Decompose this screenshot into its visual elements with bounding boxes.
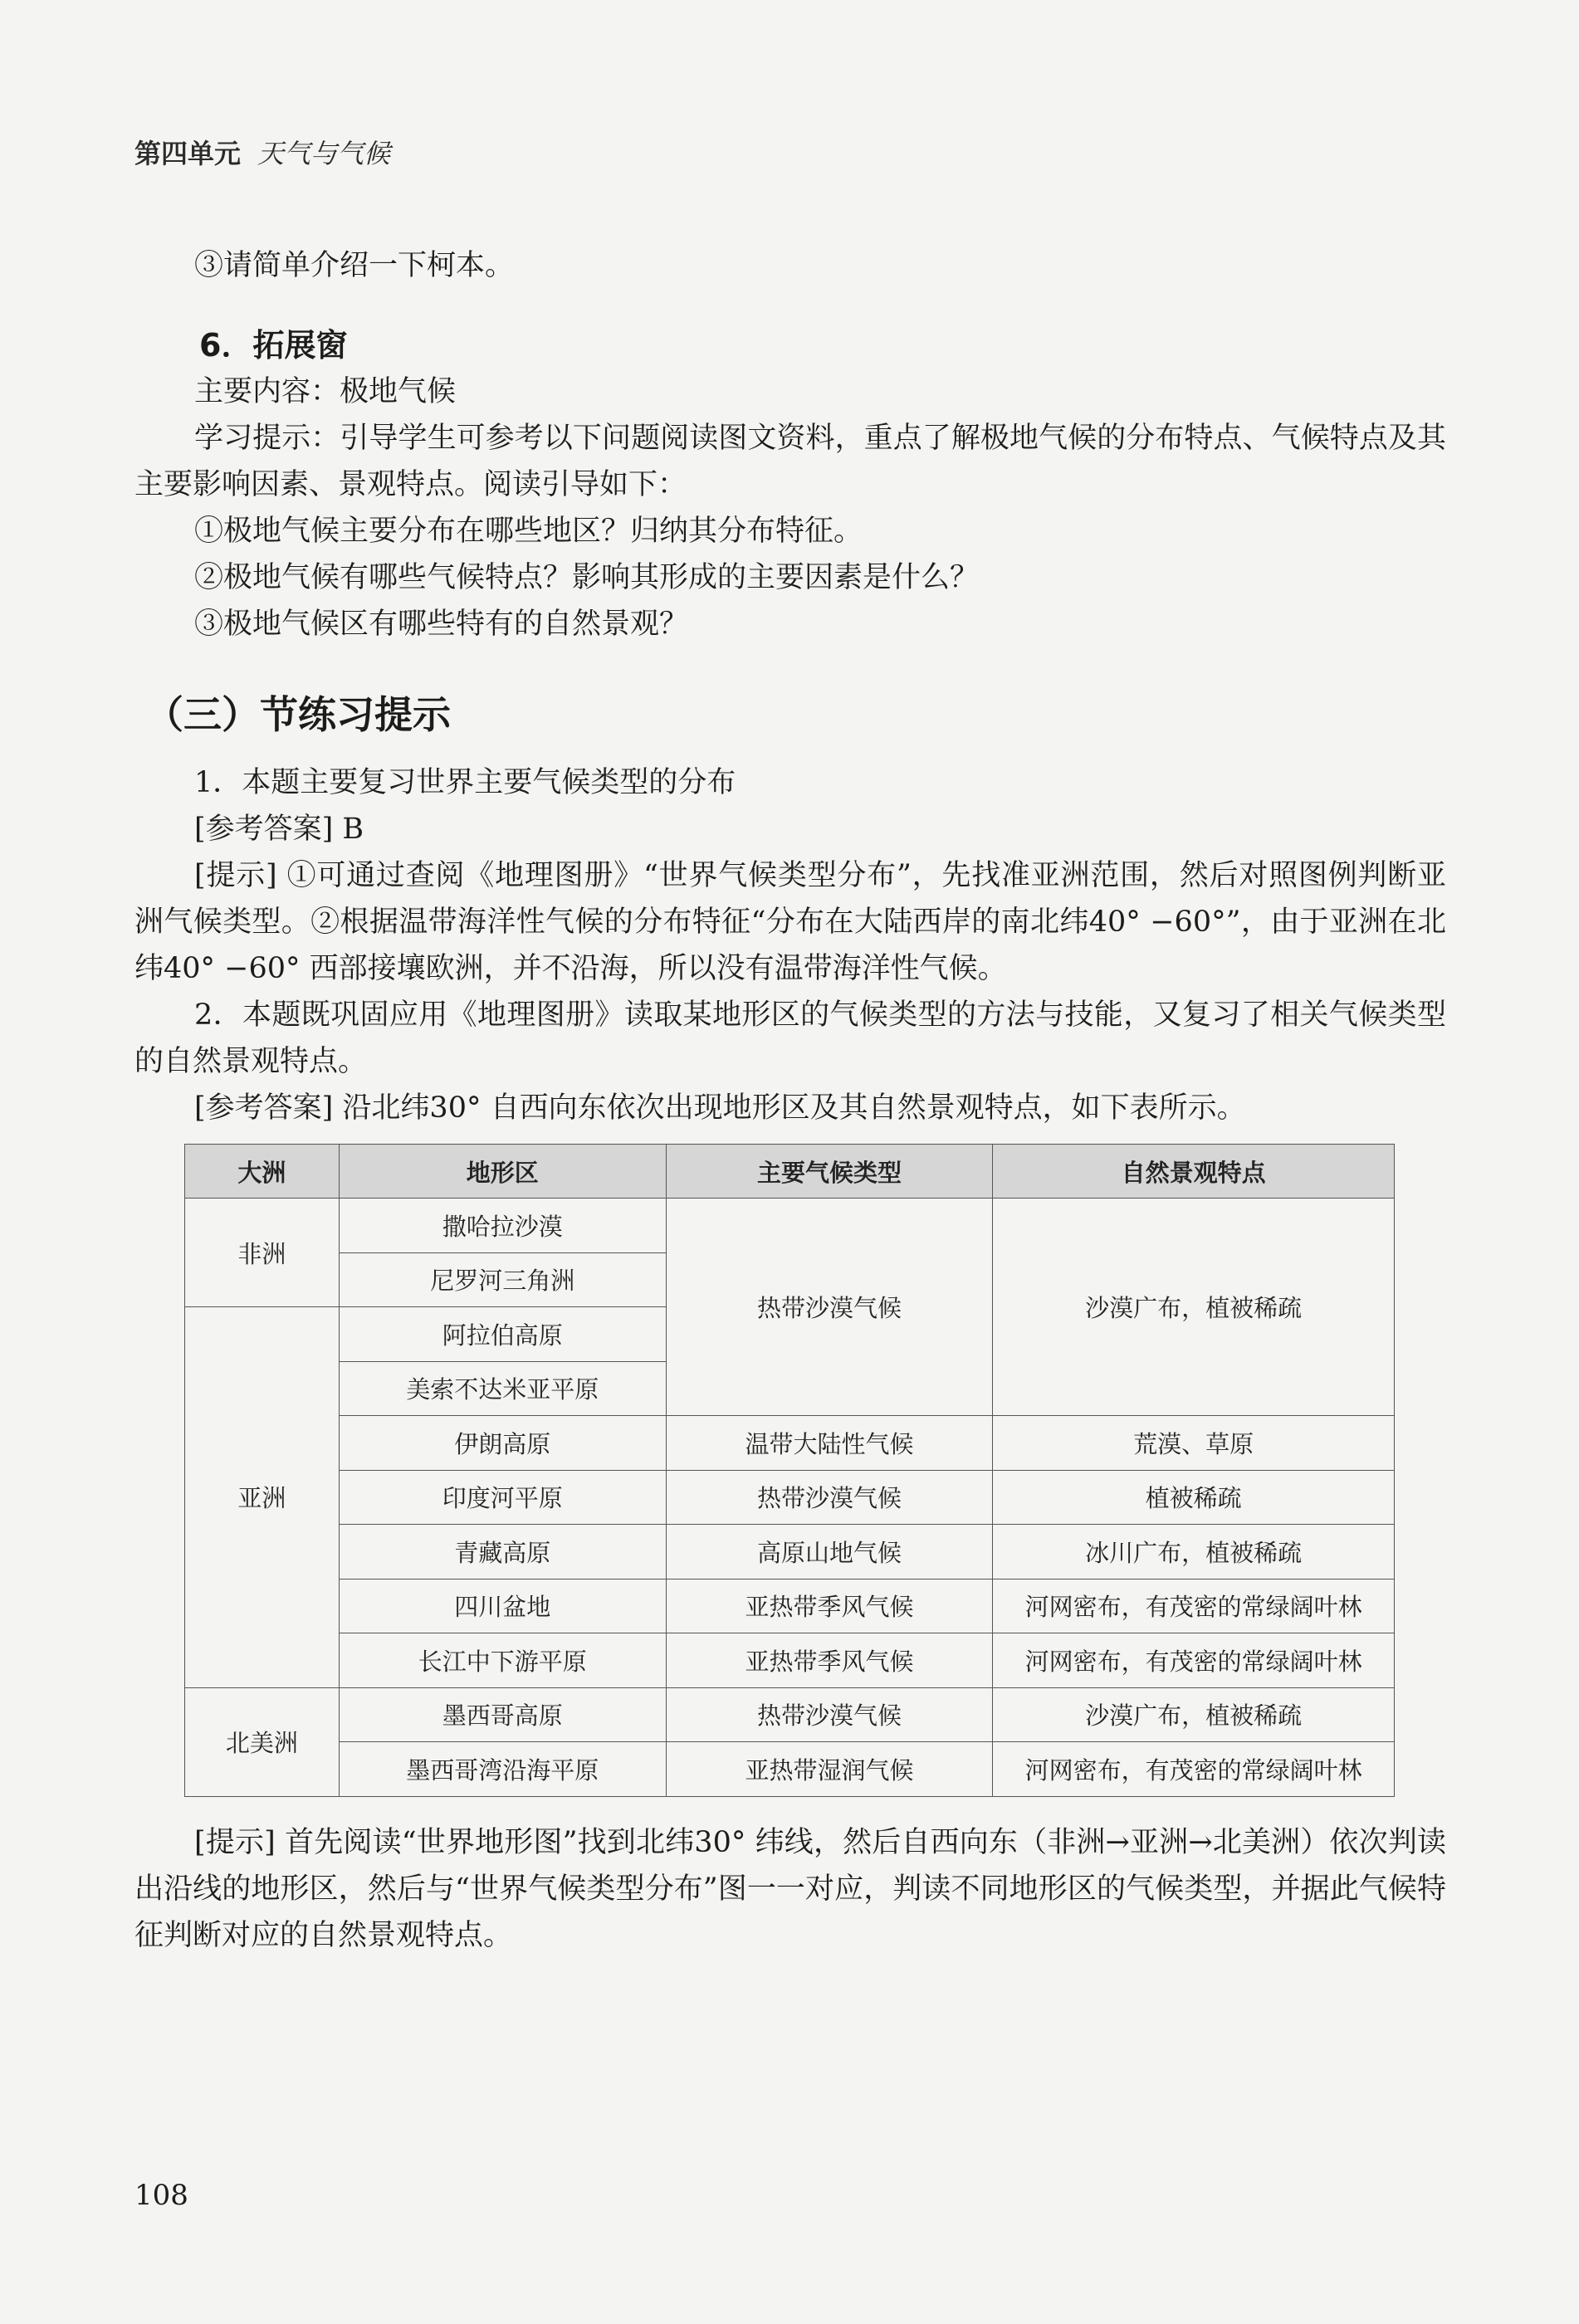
climate-cell: 热带沙漠气候 [666, 1470, 993, 1525]
table-row [185, 1579, 1395, 1633]
landscape-cell: 沙漠广布，植被稀疏 [993, 1687, 1395, 1742]
terrain-climate-table [184, 1144, 1395, 1797]
exercise-2-hint: [提示] 首先阅读“世界地形图”找到北纬30° 纬线，然后自西向东（非洲→亚洲→北美洲）依次判读出沿线的地形区，然后与“世界气候类型分布”图一一对应，判读不同地形区的气候类型，并据此气候特征判断对应的自然景观特点。 [134, 1826, 1446, 1952]
header-unit: 第四单元 [134, 138, 242, 169]
landscape-cell: 植被稀疏 [993, 1470, 1395, 1525]
header-terrain: 地形区 [339, 1145, 666, 1199]
continent-cell: 北美洲 [185, 1687, 340, 1796]
extension-question-1: ①极地气候主要分布在哪些地区？归纳其分布特征。 [194, 515, 863, 548]
climate-cell: 热带沙漠气候 [666, 1687, 993, 1742]
table-row [185, 1633, 1395, 1688]
climate-cell: 亚热带季风气候 [666, 1579, 993, 1633]
landscape-cell: 河网密布，有茂密的常绿阔叶林 [993, 1579, 1395, 1633]
table-row [185, 1199, 1395, 1253]
terrain-cell: 撒哈拉沙漠 [339, 1199, 666, 1253]
table-row [185, 1470, 1395, 1525]
header-landscape: 自然景观特点 [993, 1145, 1395, 1199]
table-header-row [185, 1145, 1395, 1199]
header-continent: 大洲 [185, 1145, 340, 1199]
climate-cell: 亚热带湿润气候 [666, 1742, 993, 1797]
table-row [185, 1525, 1395, 1579]
continent-cell: 亚洲 [185, 1307, 340, 1688]
page-number: 108 [134, 2179, 188, 2212]
landscape-cell: 河网密布，有茂密的常绿阔叶林 [993, 1633, 1395, 1688]
running-header [134, 133, 390, 171]
table-row [185, 1687, 1395, 1742]
climate-cell: 热带沙漠气候 [666, 1199, 993, 1416]
climate-cell: 温带大陆性气候 [666, 1416, 993, 1471]
extension-hint: 学习提示：引导学生可参考以下问题阅读图文资料，重点了解极地气候的分布特点、气候特点及其主要影响因素、景观特点。阅读引导如下： [134, 422, 1446, 501]
terrain-cell: 长江中下游平原 [339, 1633, 666, 1688]
section-heading: （三）节练习提示 [145, 692, 451, 737]
terrain-cell: 阿拉伯高原 [339, 1307, 666, 1362]
exercise-1: 1．本题主要复习世界主要气候类型的分布 [194, 766, 736, 799]
terrain-cell: 美索不达米亚平原 [339, 1361, 666, 1416]
terrain-cell: 青藏高原 [339, 1525, 666, 1579]
extension-heading: 6．拓展窗 [199, 327, 348, 364]
table-row [185, 1416, 1395, 1471]
terrain-cell: 伊朗高原 [339, 1416, 666, 1471]
extension-question-3: ③极地气候区有哪些特有的自然景观？ [194, 608, 689, 641]
terrain-cell: 墨西哥湾沿海平原 [339, 1742, 666, 1797]
climate-cell: 亚热带季风气候 [666, 1633, 993, 1688]
landscape-cell: 荒漠、草原 [993, 1416, 1395, 1471]
terrain-cell: 印度河平原 [339, 1470, 666, 1525]
exercise-1-hint: [提示] ①可通过查阅《地理图册》“世界气候类型分布”，先找准亚洲范围，然后对照图例判断亚洲气候类型。②根据温带海洋性气候的分布特征“分布在大陆西岸的南北纬40° −60°”，由于亚洲在北纬40° −60° 西部接壤欧洲，并不沿海，所以没有温带海洋性气候。 [134, 859, 1446, 985]
continent-cell: 非洲 [185, 1199, 340, 1307]
exercise-1-answer: [参考答案] B [194, 813, 364, 846]
extension-question-2: ②极地气候有哪些气候特点？影响其形成的主要因素是什么？ [194, 561, 980, 594]
terrain-cell: 四川盆地 [339, 1579, 666, 1633]
exercise-2: 2．本题既巩固应用《地理图册》读取某地形区的气候类型的方法与技能，又复习了相关气候类型的自然景观特点。 [134, 998, 1446, 1078]
exercise-2-answer: [参考答案] 沿北纬30° 自西向东依次出现地形区及其自然景观特点，如下表所示。 [194, 1091, 1246, 1125]
header-climate: 主要气候类型 [666, 1145, 993, 1199]
header-title: 天气与气候 [257, 138, 391, 169]
top-question: ③请简单介绍一下柯本。 [194, 249, 515, 282]
climate-cell: 高原山地气候 [666, 1525, 993, 1579]
extension-main-content: 主要内容：极地气候 [194, 375, 457, 408]
landscape-cell: 沙漠广布，植被稀疏 [993, 1199, 1395, 1416]
landscape-cell: 河网密布，有茂密的常绿阔叶林 [993, 1742, 1395, 1797]
terrain-cell: 墨西哥高原 [339, 1687, 666, 1742]
table-row [185, 1742, 1395, 1797]
terrain-cell: 尼罗河三角洲 [339, 1252, 666, 1307]
landscape-cell: 冰川广布，植被稀疏 [993, 1525, 1395, 1579]
